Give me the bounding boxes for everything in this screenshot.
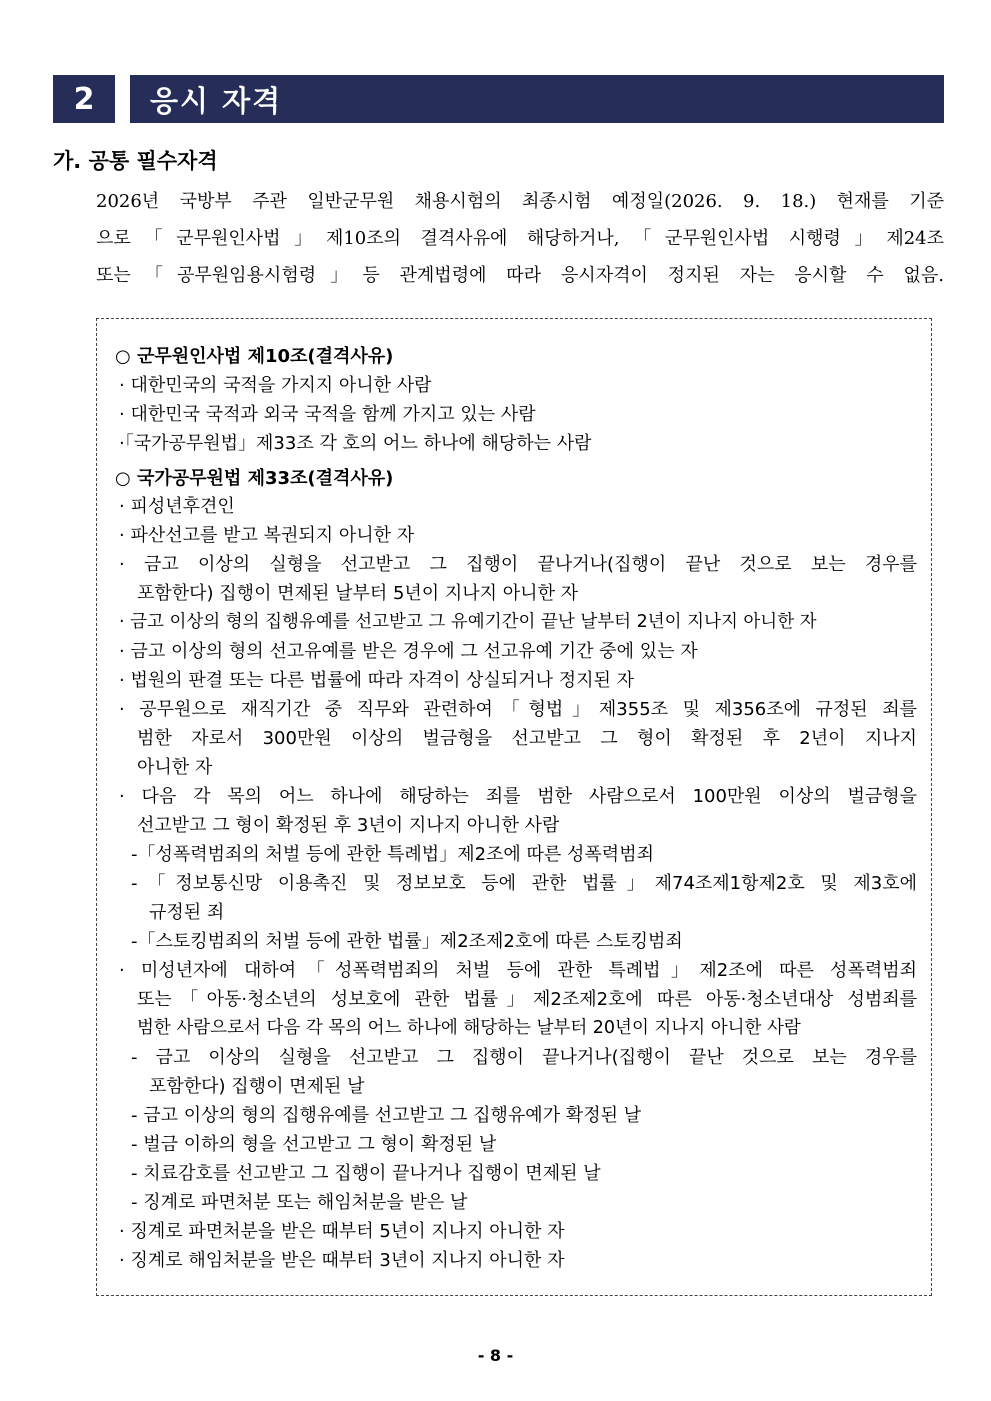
intro-paragraph <box>96 183 944 294</box>
group2-line: · 다음 각 목의 어느 하나에 해당하는 죄를 범한 사람으로서 100만원 이상의 벌금형을 <box>119 786 917 807</box>
group2-line: 범한 사람으로서 다음 각 목의 어느 하나에 해당하는 날부터 20년이 지나지 아니한 사람 <box>137 1018 801 1038</box>
section-number: 2 <box>53 75 115 123</box>
group2-line: - 징계로 파면처분 또는 해임처분을 받은 날 <box>131 1192 468 1213</box>
group2-line: 아니한 자 <box>137 757 213 778</box>
group2-line: - 금고 이상의 형의 집행유예를 선고받고 그 집행유예가 확정된 날 <box>131 1105 642 1126</box>
group2-line: - 벌금 이하의 형을 선고받고 그 형이 확정된 날 <box>131 1134 497 1155</box>
disqualification-box <box>96 318 932 1296</box>
group1-heading: ○ 군무원인사법 제10조(결격사유) <box>115 346 394 367</box>
intro-line: 2026년 국방부 주관 일반군무원 채용시험의 최종시험 예정일(2026. 9. 18.) 현재를 기준 <box>96 191 944 212</box>
group2-line: 범한 자로서 300만원 이상의 벌금형을 선고받고 그 형이 확정된 후 2년이 지나지 <box>137 728 917 749</box>
group2-heading: ○ 국가공무원법 제33조(결격사유) <box>115 468 394 489</box>
section-header <box>53 75 944 123</box>
group2-line: · 금고 이상의 실형을 선고받고 그 집행이 끝나거나(집행이 끝난 것으로 보는 경우를 <box>119 554 917 575</box>
group2-line: · 금고 이상의 형의 집행유예를 선고받고 그 유예기간이 끝난 날부터 2년이 지나지 아니한 자 <box>119 612 817 632</box>
group2-line: 또는「아동·청소년의 성보호에 관한 법률」제2조제2호에 따른 아동·청소년대상 성범죄를 <box>137 989 917 1010</box>
group2-line: -「정보통신망 이용촉진 및 정보보호 등에 관한 법률」제74조제1항제2호 및 제3호에 <box>131 873 917 894</box>
intro-line: 으로「군무원인사법」제10조의 결격사유에 해당하거나,「군무원인사법 시행령」제24조 <box>96 228 944 249</box>
group2-line: · 공무원으로 재직기간 중 직무와 관련하여「형법」제355조 및 제356조에 규정된 죄를 <box>119 699 917 720</box>
intro-line: 또는「공무원임용시험령」등 관계법령에 따라 응시자격이 정지된 자는 응시할 수 없음. <box>96 265 944 286</box>
group1-item: ·「국가공무원법」제33조 각 호의 어느 하나에 해당하는 사람 <box>119 433 592 454</box>
group1-item: · 대한민국의 국적을 가지지 아니한 사람 <box>119 375 432 396</box>
group2-line: · 파산선고를 받고 복권되지 아니한 자 <box>119 525 415 546</box>
subheading: 가. 공통 필수자격 <box>53 149 218 173</box>
group2-line: · 미성년자에 대하여「성폭력범죄의 처벌 등에 관한 특례법」제2조에 따른 성폭력범죄 <box>119 960 917 981</box>
group2-line: · 징계로 해임처분을 받은 때부터 3년이 지나지 아니한 자 <box>119 1250 565 1271</box>
group2-line: · 피성년후견인 <box>119 496 235 517</box>
page-number: - 8 - <box>477 1346 514 1365</box>
group2-line: -「스토킹범죄의 처벌 등에 관한 법률」제2조제2호에 따른 스토킹범죄 <box>131 931 683 952</box>
group2-line: 규정된 죄 <box>149 902 225 923</box>
group2-line: · 징계로 파면처분을 받은 때부터 5년이 지나지 아니한 자 <box>119 1221 565 1242</box>
group2-line: · 금고 이상의 형의 선고유예를 받은 경우에 그 선고유예 기간 중에 있는 자 <box>119 641 698 662</box>
group2-line: 선고받고 그 형이 확정된 후 3년이 지나지 아니한 사람 <box>137 815 560 836</box>
section-title: 응시 자격 <box>130 75 944 123</box>
group2-line: 포함한다) 집행이 면제된 날 <box>149 1076 365 1097</box>
group2-line: 포함한다) 집행이 면제된 날부터 5년이 지나지 아니한 자 <box>137 583 579 604</box>
group1-item: · 대한민국 국적과 외국 국적을 함께 가지고 있는 사람 <box>119 404 536 425</box>
group2-line: - 치료감호를 선고받고 그 집행이 끝나거나 집행이 면제된 날 <box>131 1163 601 1184</box>
group2-line: - 금고 이상의 실형을 선고받고 그 집행이 끝나거나(집행이 끝난 것으로 보는 경우를 <box>131 1047 917 1068</box>
group2-line: · 법원의 판결 또는 다른 법률에 따라 자격이 상실되거나 정지된 자 <box>119 670 635 691</box>
group2-line: -「성폭력범죄의 처벌 등에 관한 특례법」제2조에 따른 성폭력범죄 <box>131 844 654 865</box>
